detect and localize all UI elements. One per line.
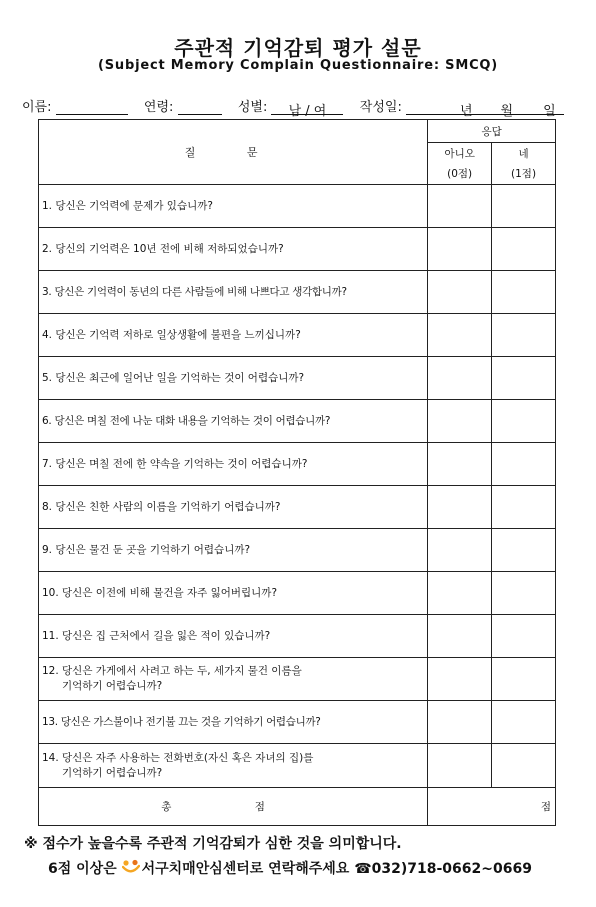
question-11: 11. 당신은 집 근처에서 길을 잃은 적이 있습니까? [39,615,428,658]
respondent-info-row [22,96,564,119]
center-logo-icon [122,859,140,879]
answer-yes-5[interactable] [492,357,556,400]
answer-no-6[interactable] [428,400,492,443]
question-2: 2. 당신의 기억력은 10년 전에 비해 저하되었습니까? [39,228,428,271]
question-14 [39,744,428,788]
answer-no-12[interactable] [428,658,492,701]
page-subtitle: (Subject Memory Complain Questionnaire: SMCQ) [98,58,498,73]
answer-yes-13[interactable] [492,701,556,744]
answer-yes-6[interactable] [492,400,556,443]
age-field[interactable] [178,100,222,115]
answer-no-1[interactable] [428,185,492,228]
sex-label: 성별: [237,100,268,115]
answer-no-13[interactable] [428,701,492,744]
question-6: 6. 당신은 며칠 전에 나눈 대화 내용을 기억하는 것이 어렵습니까? [39,400,428,443]
yes-label: 네 [518,147,529,160]
day-unit: 일 [543,104,556,119]
question-1: 1. 당신은 기억력에 문제가 있습니까? [39,185,428,228]
answer-yes-14[interactable] [492,744,556,788]
answer-yes-9[interactable] [492,529,556,572]
question-12-line2: 기억하기 어렵습니까? [62,680,163,692]
question-12-line1: 12. 당신은 가게에서 사려고 하는 두, 세가지 물건 이름을 [42,665,302,677]
contact-prefix: 6점 이상은 [48,861,117,877]
answer-no-9[interactable] [428,529,492,572]
no-score: (0점) [447,167,473,180]
yes-column-header [492,143,556,185]
yes-score: (1점) [511,167,537,180]
question-8: 8. 당신은 친한 사람의 이름을 기억하기 어렵습니까? [39,486,428,529]
answer-yes-10[interactable] [492,572,556,615]
name-field[interactable] [56,100,128,115]
answer-no-8[interactable] [428,486,492,529]
sex-field[interactable]: 남 / 여 [271,100,343,115]
phone-number: ☎032)718-0662~0669 [354,861,532,877]
page-title: 주관적 기억감퇴 평가 설문 [174,36,422,60]
answer-yes-12[interactable] [492,658,556,701]
answer-yes-7[interactable] [492,443,556,486]
answer-no-4[interactable] [428,314,492,357]
answer-no-14[interactable] [428,744,492,788]
answer-yes-3[interactable] [492,271,556,314]
answer-yes-11[interactable] [492,615,556,658]
question-9: 9. 당신은 물건 둔 곳을 기억하기 어렵습니까? [39,529,428,572]
answer-yes-2[interactable] [492,228,556,271]
answer-yes-8[interactable] [492,486,556,529]
answer-yes-4[interactable] [492,314,556,357]
age-label: 연령: [143,100,174,115]
month-unit: 월 [500,104,514,119]
question-3: 3. 당신은 기억력이 동년의 다른 사람들에 비해 나쁘다고 생각합니까? [39,271,428,314]
contact-line [48,858,532,879]
response-header: 응답 [428,120,556,143]
question-7: 7. 당신은 며칠 전에 한 약속을 기억하는 것이 어렵습니까? [39,443,428,486]
total-score-label: 총 점 [39,788,428,826]
question-14-line2: 기억하기 어렵습니까? [62,766,163,779]
no-label: 아니오 [444,147,475,160]
question-14-line1: 14. 당신은 자주 사용하는 전화번호(자신 혹은 자녀의 집)를 [42,751,314,764]
question-10: 10. 당신은 이전에 비해 물건을 자주 잃어버립니까? [39,572,428,615]
answer-no-11[interactable] [428,615,492,658]
answer-no-5[interactable] [428,357,492,400]
no-column-header [428,143,492,185]
total-score-unit: 점 [540,801,551,813]
answer-no-3[interactable] [428,271,492,314]
answer-no-2[interactable] [428,228,492,271]
question-13: 13. 당신은 가스불이나 전기불 끄는 것을 기억하기 어렵습니까? [39,701,428,744]
date-label: 작성일: [359,100,402,115]
question-5: 5. 당신은 최근에 일어난 일을 기억하는 것이 어렵습니까? [39,357,428,400]
question-12 [39,658,428,701]
year-unit: 년 [459,104,473,119]
interpretation-note: ※ 점수가 높을수록 주관적 기억감퇴가 심한 것을 의미합니다. [24,836,402,852]
name-label: 이름: [22,100,52,115]
question-header: 질 문 [39,120,428,185]
answer-yes-1[interactable] [492,185,556,228]
question-4: 4. 당신은 기억력 저하로 일상생활에 불편을 느끼십니까? [39,314,428,357]
answer-no-7[interactable] [428,443,492,486]
total-score-field[interactable] [428,788,556,826]
questionnaire-table [38,119,556,826]
date-field[interactable] [406,100,564,119]
answer-no-10[interactable] [428,572,492,615]
center-name: 서구치매안심센터로 연락해주세요 [141,861,350,877]
